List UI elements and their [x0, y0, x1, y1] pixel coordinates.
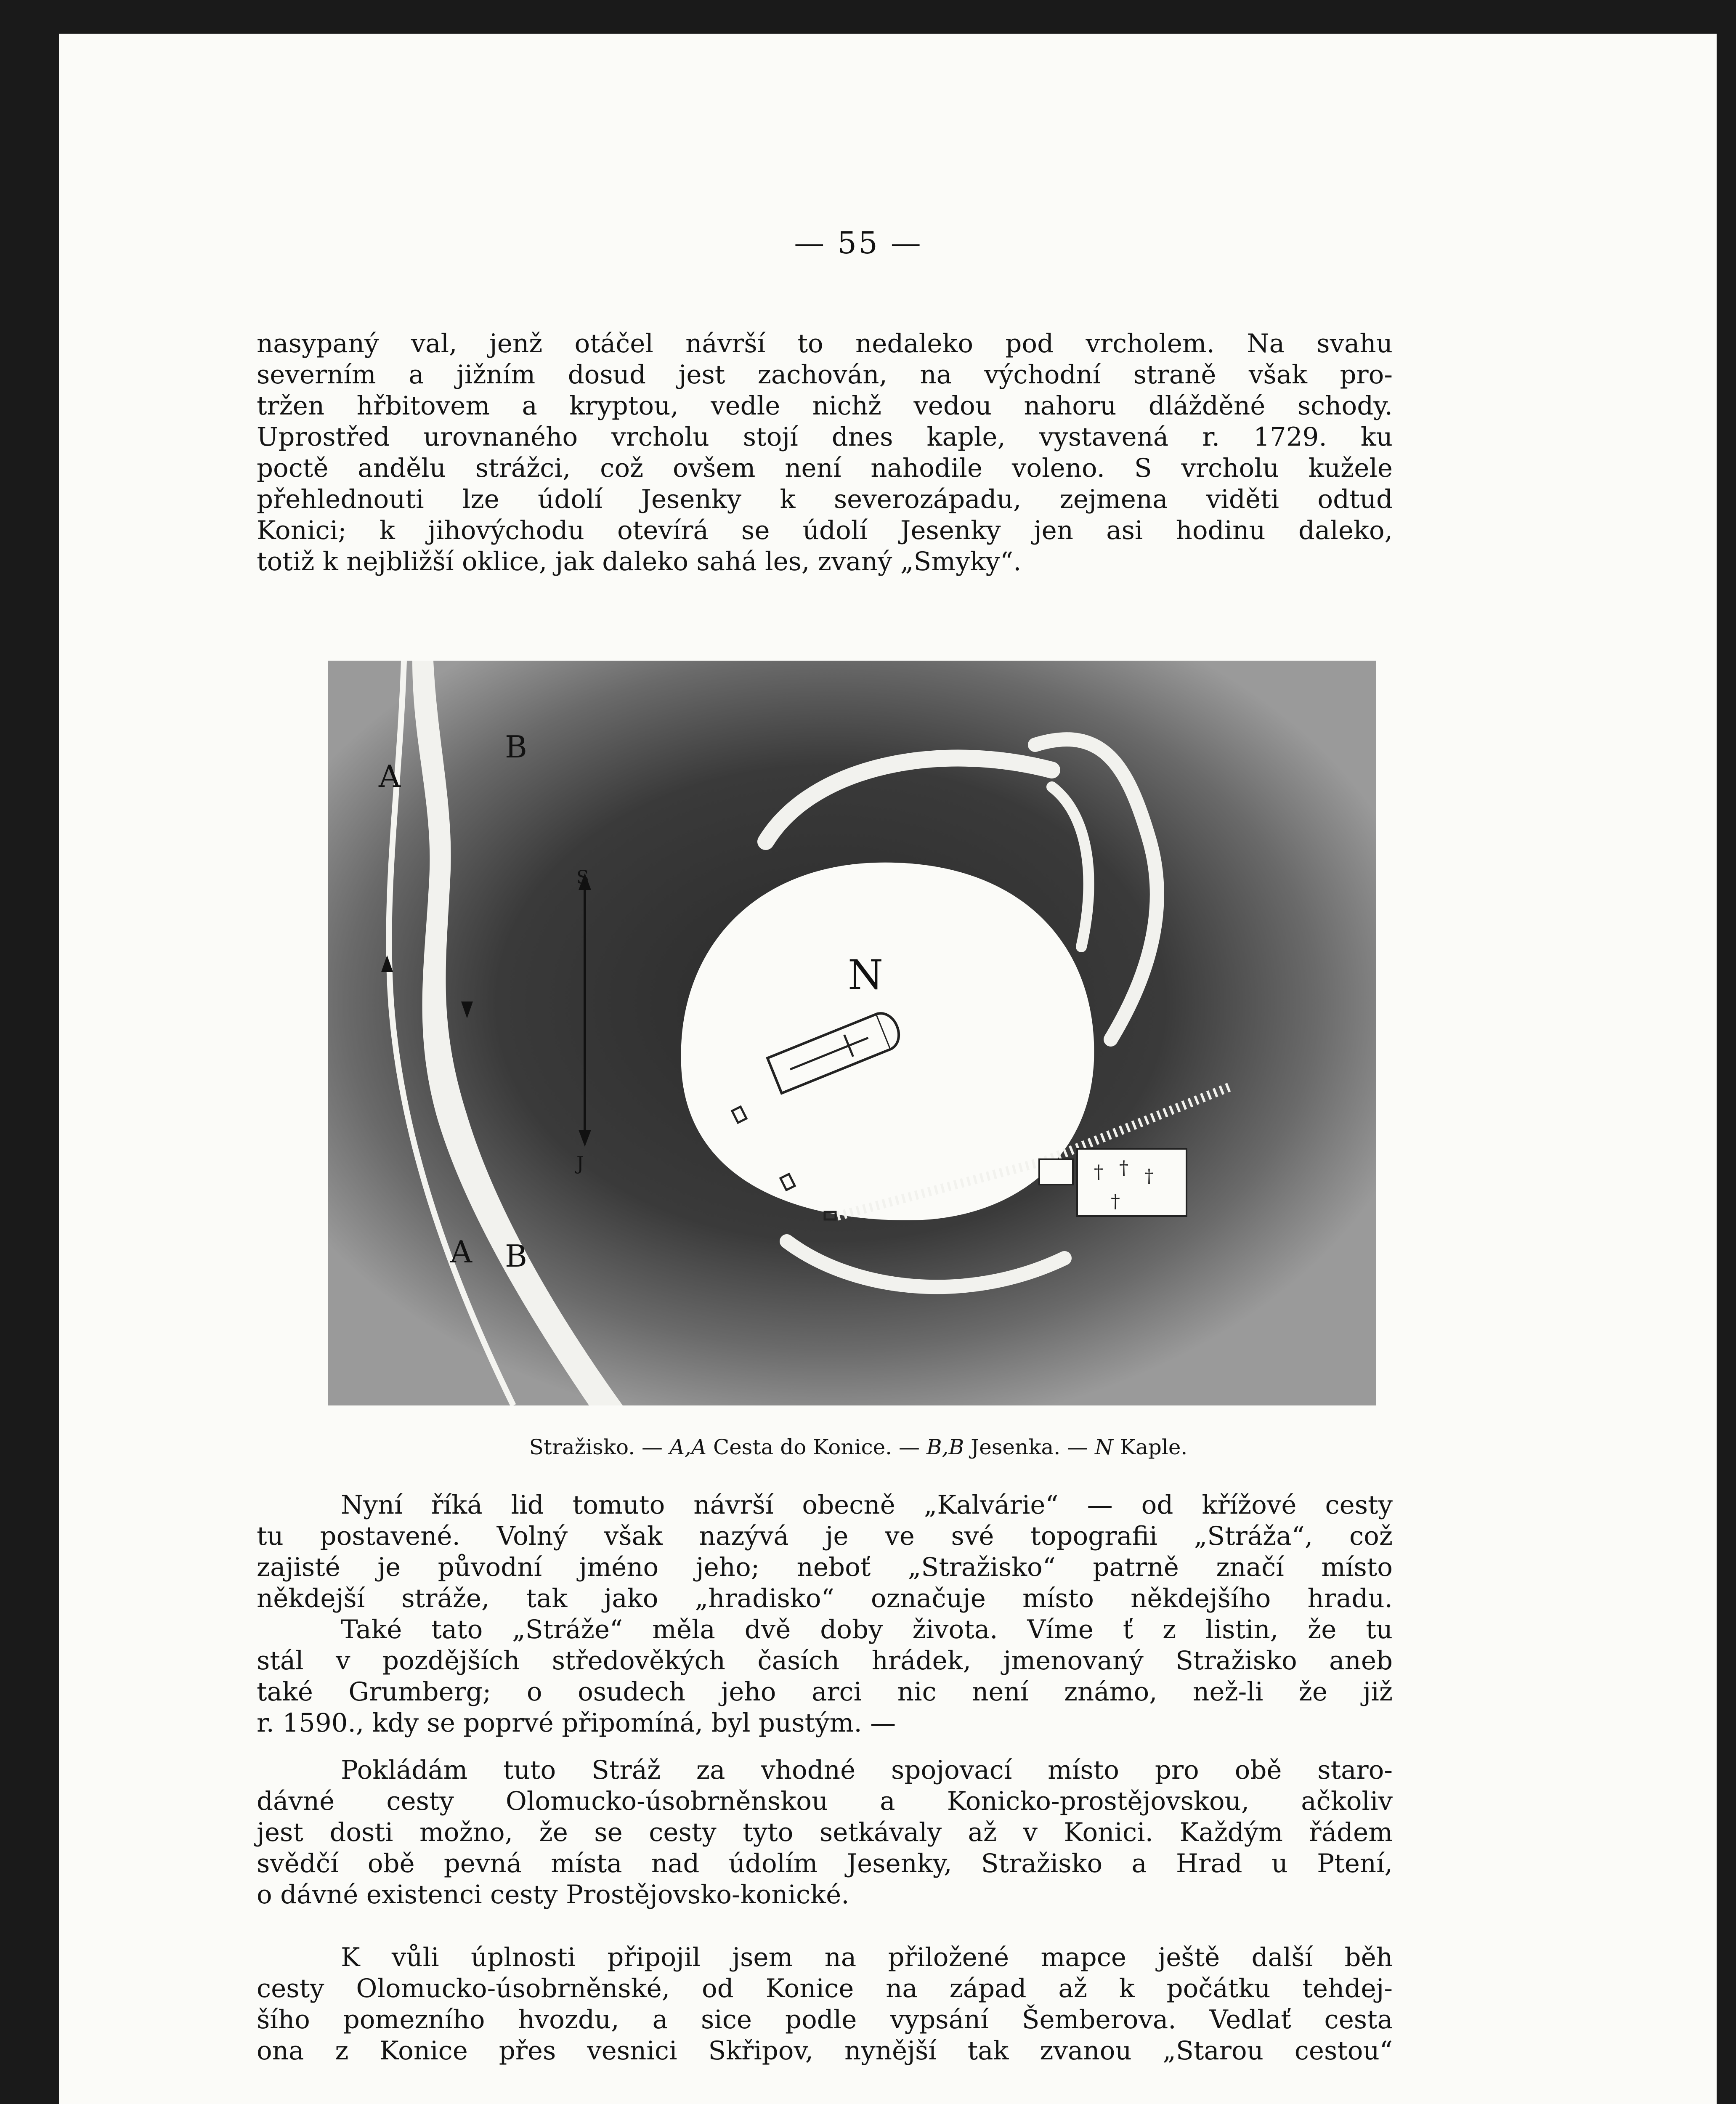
- stražisko-plan-figure: [328, 661, 1376, 1405]
- cross-icon: †: [1094, 1161, 1103, 1183]
- text-line: K vůli úplnosti připojil jsem na přiložené mapce ještě další běh: [341, 1942, 1393, 1972]
- book-page: [59, 34, 1717, 2104]
- label-scale-bottom: J: [576, 1153, 584, 1174]
- text-line: nasypaný val, jenž otáčel návrší to nedaleko pod vrcholem. Na svahu: [257, 329, 1393, 359]
- crypt: [1039, 1159, 1073, 1185]
- label-scale-top: S: [576, 867, 589, 888]
- text-line: tu postavené. Volný však nazývá je ve své topografii „Stráža“, což: [257, 1521, 1393, 1551]
- cross-icon: †: [1144, 1166, 1154, 1187]
- caption-b-key: B,B: [926, 1435, 964, 1459]
- cemetery: [1077, 1149, 1187, 1216]
- caption-a-text: Cesta do Konice.: [706, 1435, 892, 1459]
- text-line: někdejší stráže, tak jako „hradisko“ označuje místo někdejšího hradu.: [257, 1583, 1393, 1613]
- text-line: šího pomezního hvozdu, a sice podle vypsání Šemberova. Vedlať cesta: [257, 2005, 1393, 2035]
- text-line: severním a jižním dosud jest zachován, na východní straně však pro-: [257, 360, 1393, 390]
- text-line: dávné cesty Olomucko-úsobrněnskou a Konicko-prostějovskou, ačkoliv: [257, 1786, 1393, 1816]
- paragraph-uplnost: [257, 1942, 1393, 2067]
- page-number: — 55 —: [794, 225, 923, 260]
- text-line: totiž k nejbližší oklice, jak daleko sahá les, zvaný „Smyky“.: [257, 547, 1022, 576]
- label-b-top: B: [505, 729, 527, 765]
- text-line: Nyní říká lid tomuto návrší obecně „Kalvárie“ — od křížové cesty: [341, 1490, 1393, 1520]
- caption-a-key: A,A: [669, 1435, 707, 1459]
- text-line: r. 1590., kdy se poprvé připomíná, byl pustým. —: [257, 1708, 896, 1738]
- text-line: svědčí obě pevná místa nad údolím Jesenky, Stražisko a Hrad u Ptení,: [257, 1849, 1393, 1878]
- text-line: Uprostřed urovnaného vrcholu stojí dnes kaple, vystavená r. 1729. ku: [257, 422, 1393, 452]
- paragraph-intro: [257, 328, 1393, 577]
- text-line: o dávné existenci cesty Prostějovsko-konické.: [257, 1880, 849, 1910]
- text-line: ona z Konice přes vesnici Skřipov, nynější tak zvanou „Starou cestou“: [257, 2036, 1393, 2066]
- text-line: také Grumberg; o osudech jeho arci nic není známo, než-li že již: [257, 1677, 1393, 1707]
- text-line: Pokládám tuto Stráž za vhodné spojovací místo pro obě staro-: [341, 1755, 1393, 1785]
- text-line: tržen hřbitovem a kryptou, vedle nichž vedou nahoru dlážděné schody.: [257, 391, 1393, 421]
- paragraph-kalvarie: [257, 1490, 1393, 1739]
- text-line: Konici; k jihovýchodu otevírá se údolí Jesenky jen asi hodinu daleko,: [257, 515, 1393, 545]
- figure-caption: [311, 1435, 1405, 1459]
- caption-place: Stražisko.: [529, 1435, 635, 1459]
- cross-icon: †: [1111, 1191, 1120, 1212]
- text-line: Také tato „Stráže“ měla dvě doby života. Víme ť z listin, že tu: [341, 1615, 1393, 1644]
- caption-separator: —: [1060, 1435, 1095, 1459]
- text-line: jest dosti možno, že se cesty tyto setkávaly až v Konici. Každým řádem: [257, 1817, 1393, 1847]
- caption-separator: —: [892, 1435, 926, 1459]
- caption-b-text: Jesenka.: [964, 1435, 1061, 1459]
- text-line: stál v pozdějších středověkých časích hrádek, jmenovaný Stražisko aneb: [257, 1646, 1393, 1676]
- caption-n-text: Kaple.: [1113, 1435, 1188, 1459]
- label-north: N: [848, 951, 883, 999]
- text-line: poctě andělu strážci, což ovšem není nahodile voleno. S vrcholu kužele: [257, 453, 1393, 483]
- label-a-top: A: [379, 759, 401, 794]
- label-b-bottom: B: [505, 1238, 527, 1274]
- caption-n-key: N: [1095, 1435, 1113, 1459]
- label-a-bottom: A: [450, 1234, 472, 1270]
- text-line: cesty Olomucko-úsobrněnské, od Konice na západ až k počátku tehdej-: [257, 1974, 1393, 2003]
- caption-separator: —: [635, 1435, 669, 1459]
- paragraph-straz: [257, 1755, 1393, 1910]
- plan-drawing: [328, 661, 1376, 1405]
- text-line: přehlednouti lze údolí Jesenky k severozápadu, zejmena viděti odtud: [257, 484, 1393, 514]
- text-line: zajisté je původní jméno jeho; neboť „Stražisko“ patrně značí místo: [257, 1552, 1393, 1582]
- cross-icon: †: [1119, 1157, 1128, 1179]
